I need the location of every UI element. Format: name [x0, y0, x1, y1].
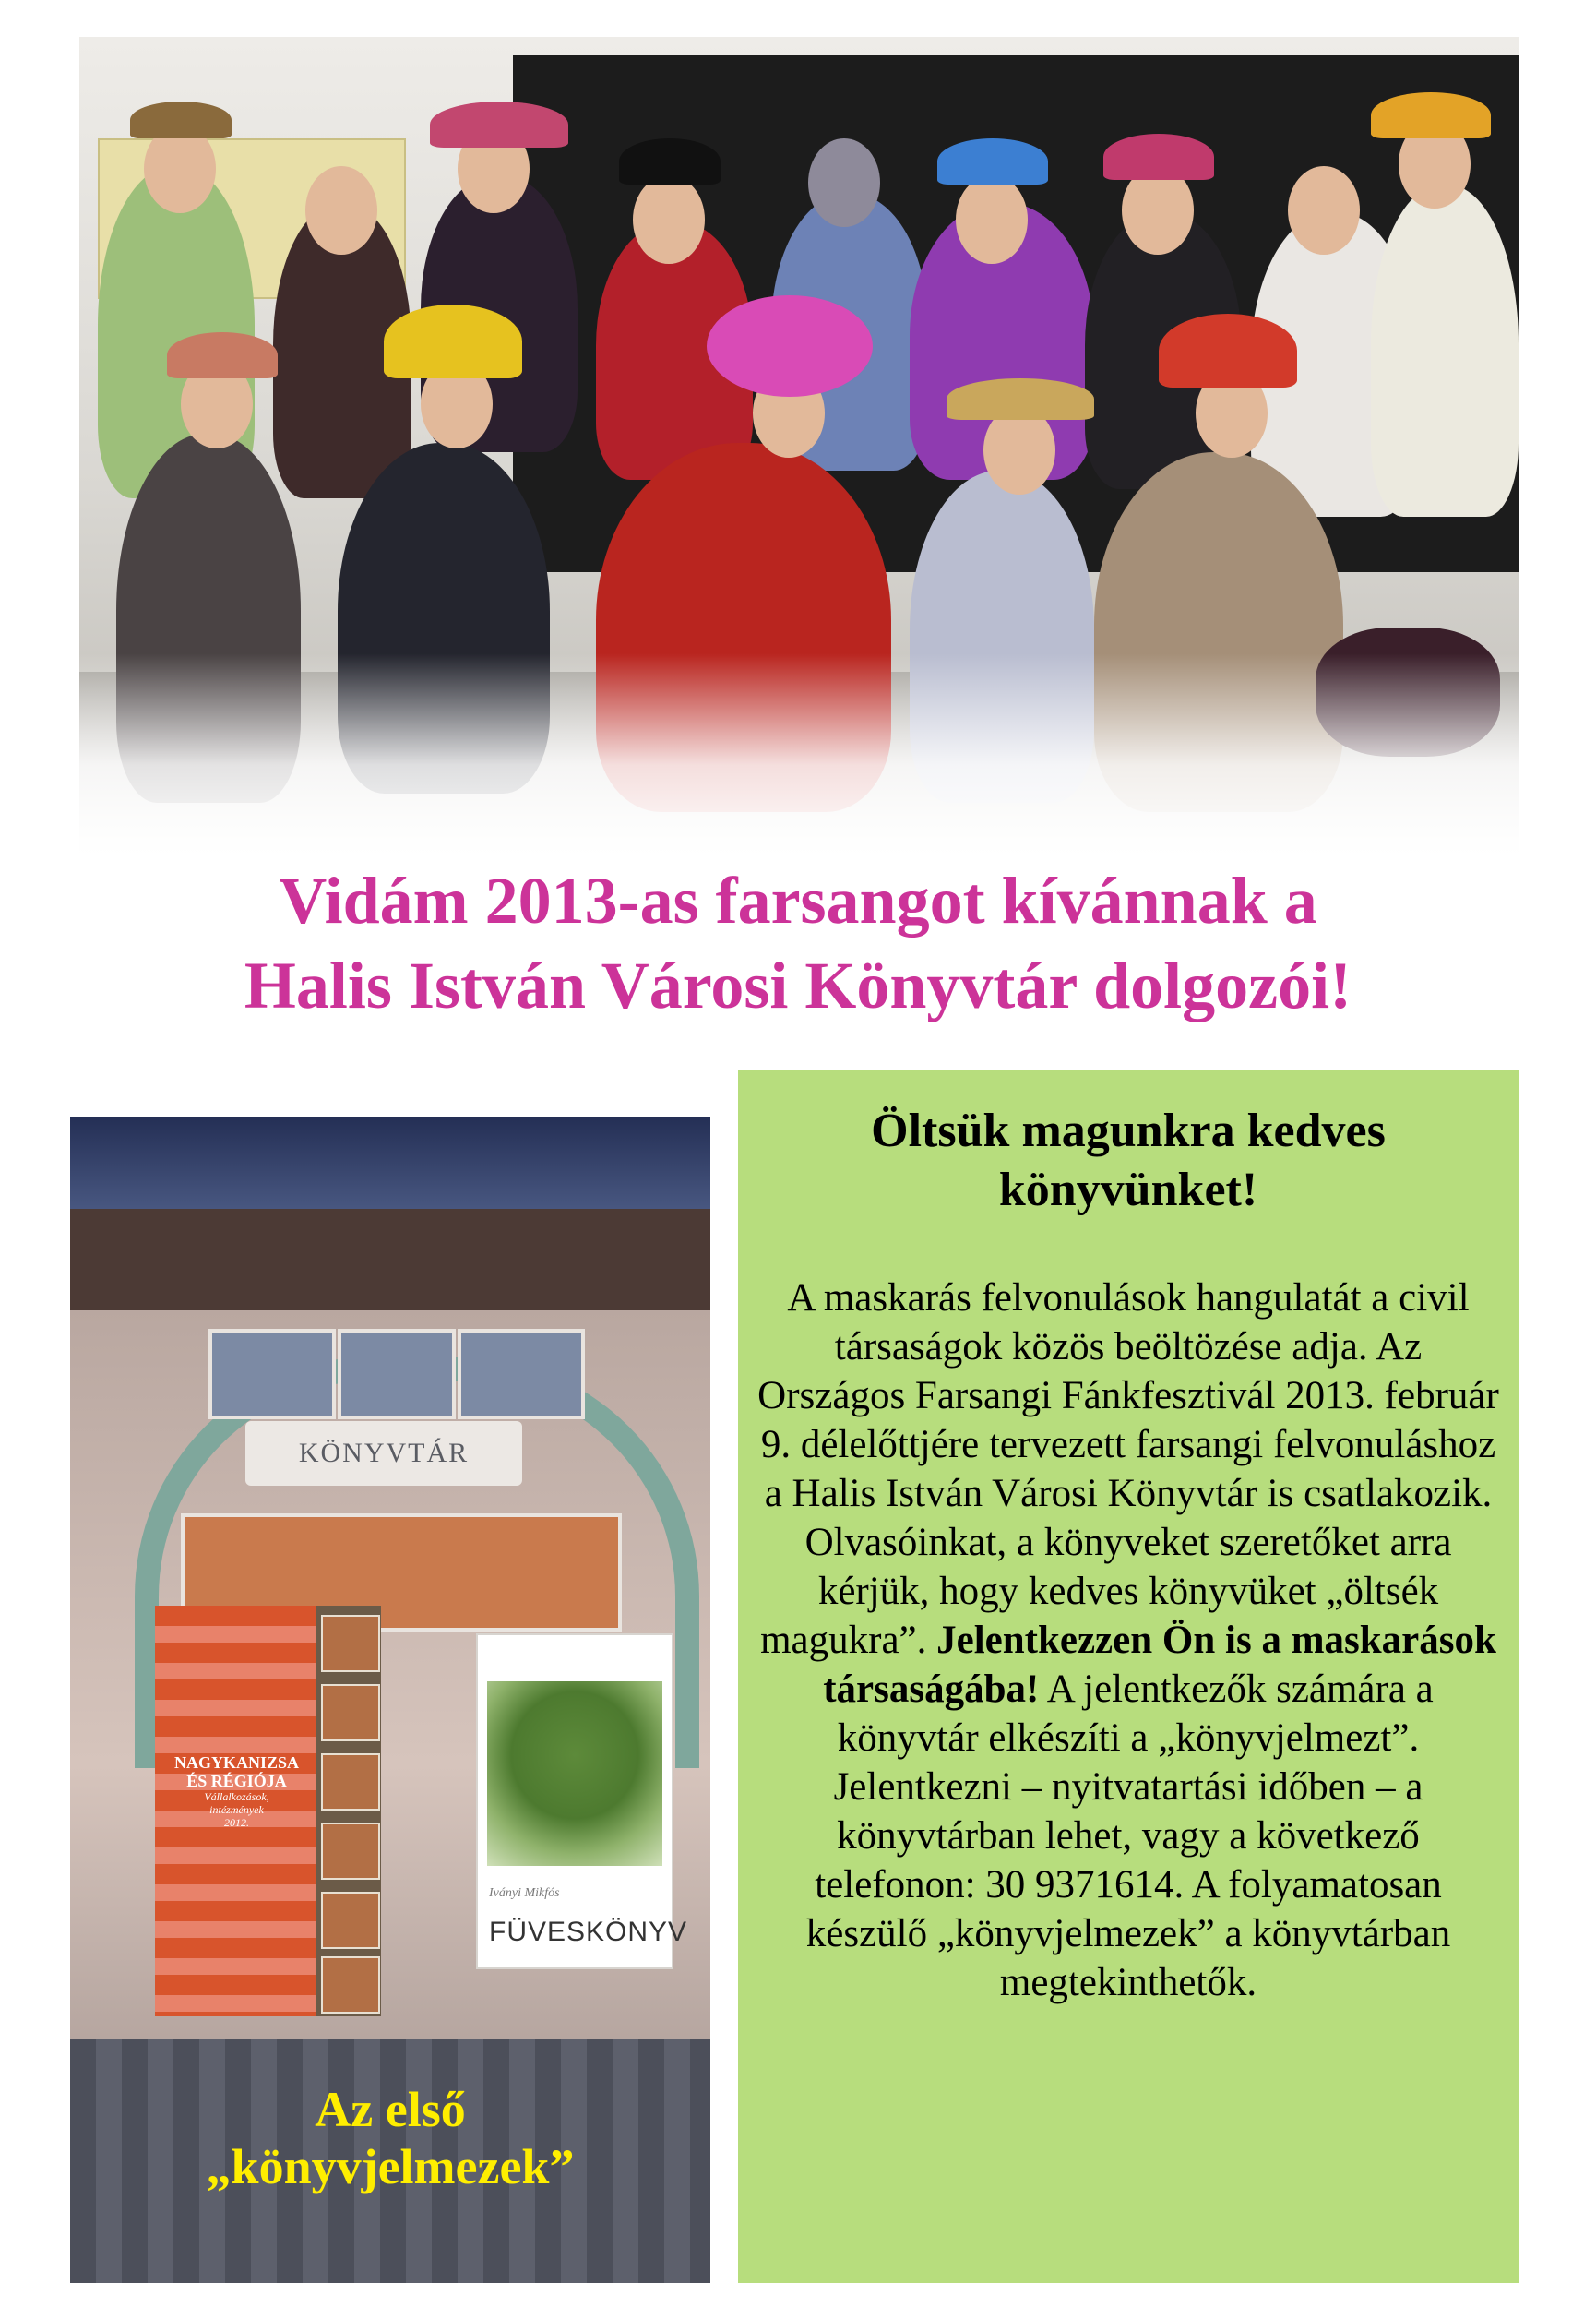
person-hat [947, 378, 1094, 420]
group-photo [79, 37, 1519, 856]
page-headline [55, 858, 1541, 1028]
announcement-title [738, 1102, 1519, 1220]
announcement-title-line-2: könyvünket! [998, 1164, 1258, 1216]
person-hat [619, 138, 721, 185]
person-figure [1371, 185, 1519, 517]
caption-line-2: „könyvjelmezek” [206, 2139, 575, 2194]
board-title-line-2: ÉS RÉGIÓJA [186, 1772, 287, 1790]
book-title: FÜVESKÖNYV [489, 1917, 688, 1947]
fuveskonyv-book-board [476, 1633, 688, 1969]
announcement-text-part-2: A jelentkezők számára a könyvtár elkészíti a „könyvjelmezt”. Jelentkezni – nyitvatartási időben – a könyvtárban lehet, vagy a következő telefonon: 30 9371614. A folyamatosan készülő „könyvjelmezek” a könyvtárban megtekinthetők. [805, 1667, 1451, 2004]
board-year: 2012. [224, 1816, 249, 1829]
board-title-line-1: NAGYKANIZSA [173, 1753, 300, 1772]
photo-caption [70, 2081, 710, 2195]
person-hat [167, 332, 278, 378]
person-hat [1159, 314, 1297, 388]
person-hat [1103, 134, 1214, 180]
person-head [305, 166, 377, 255]
person-head [1288, 166, 1360, 255]
announcement-title-line-1: Öltsük magunkra kedves [871, 1105, 1386, 1157]
person-hat [1371, 92, 1491, 138]
building-window [338, 1329, 456, 1419]
board-thumbnail [321, 1956, 380, 2014]
board-thumbnail [321, 1892, 380, 1949]
board-thumbnail [321, 1753, 380, 1811]
headline-line-1: Vidám 2013-as farsangot kívánnak a [279, 864, 1317, 938]
announcement-box [738, 1070, 1519, 2283]
library-photo [70, 1117, 710, 2283]
headline-line-2: Halis István Városi Könyvtár dolgozói! [244, 949, 1352, 1022]
person-hat [430, 102, 568, 148]
person-hat [384, 305, 522, 378]
person-head [633, 175, 705, 264]
announcement-body [756, 1273, 1500, 2007]
person-head [956, 175, 1028, 264]
person-head [808, 138, 880, 227]
person-hat [130, 102, 232, 138]
board-thumbnail [321, 1615, 380, 1672]
board-thumbnail [321, 1823, 380, 1880]
person-hat [707, 295, 873, 397]
caption-line-1: Az első [315, 2082, 466, 2137]
board-thumbnail [321, 1684, 380, 1741]
building-window [208, 1329, 336, 1419]
board-sub-line-2: intézmények [209, 1803, 264, 1816]
photo-fade-overlay [79, 653, 1519, 856]
announcement-text-part-1: A maskarás felvonulások hangulatát a civil társaságok közös beöltözése adja. Az Országos Farsangi Fánkfesztivál 2013. február 9. délelőttjére tervezett farsangi felvonuláshoz a Halis István Városi Könyvtár is csatlakozik. Olvasóinkat, a könyveket szeretőket arra kérjük, hogy kedves könyvüket „öltsék magukra”. [757, 1276, 1499, 1662]
library-sign: KÖNYVTÁR [245, 1421, 522, 1486]
person-hat [937, 138, 1048, 185]
tree-image [487, 1681, 662, 1866]
book-author: Iványi Mikfós [489, 1886, 560, 1900]
board-sub-line-1: Vállalkozások, [204, 1790, 269, 1803]
building-window [458, 1329, 585, 1419]
nagykanizsa-book-title [161, 1753, 313, 1829]
announcement-bold-text: Jelentkezzen Ön is a maskarások társaságába! [823, 1619, 1496, 1711]
